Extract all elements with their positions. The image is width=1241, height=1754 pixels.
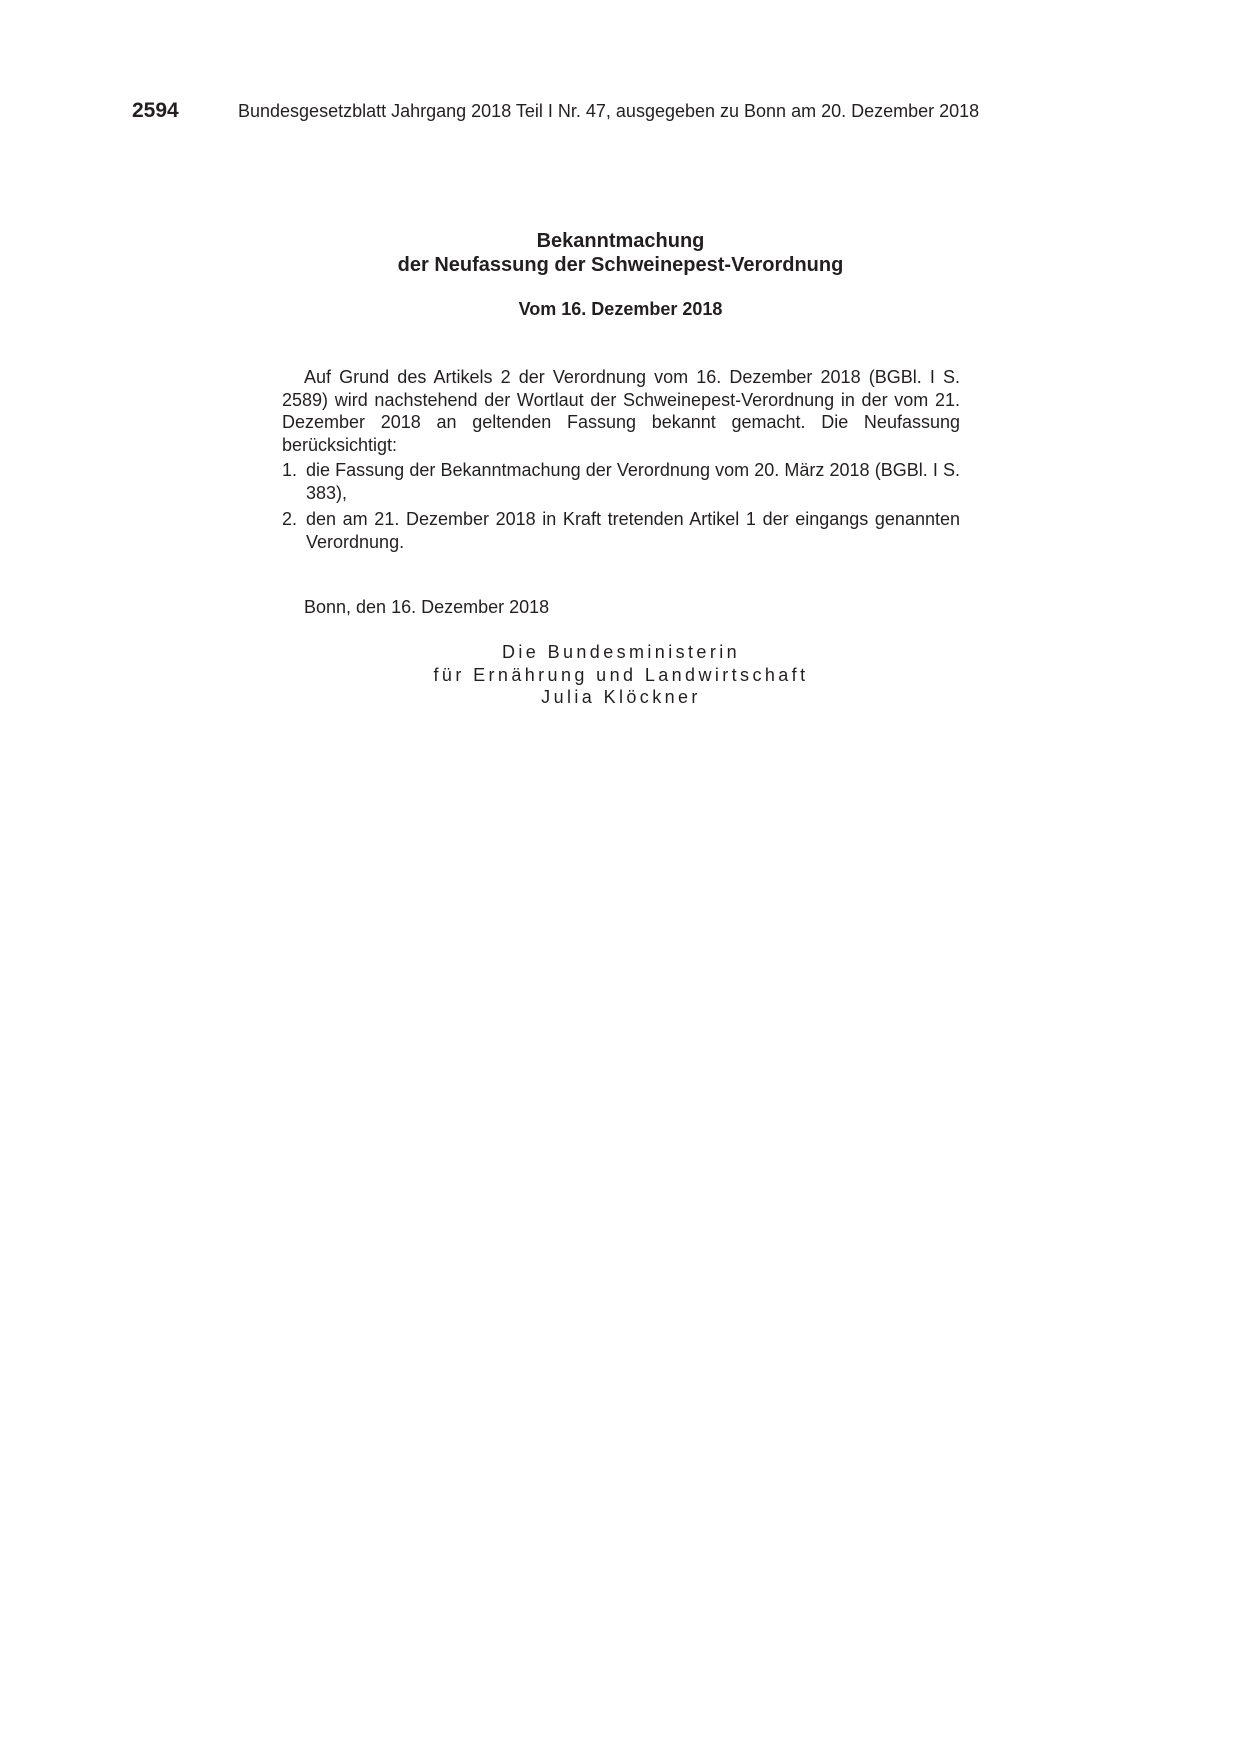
signatory-name: Julia Klöckner [541,687,701,707]
journal-line: Bundesgesetzblatt Jahrgang 2018 Teil I Nr. 47, ausgegeben zu Bonn am 20. Dezember 2018 [238,101,980,121]
intro-paragraph: Auf Grund des Artikels 2 der Verordnung vom 16. Dezember 2018 (BGBl. I S. 2589) wird nachstehend der Wortlaut der Schweinepest-Verordnung in der vom 21. Dezember 2018 an geltenden Fassung bekannt gemacht. Die Neufassung berücksichtigt: [282,367,960,455]
notice-heading [0,229,1241,277]
list-item [282,508,960,553]
place-date: Bonn, den 16. Dezember 2018 [304,597,550,617]
running-header [0,99,1241,127]
amendment-list [282,459,960,553]
page-number: 2594 [132,99,179,122]
signatory-title-line1: Die Bundesministerin [501,642,741,662]
list-item [282,459,960,504]
notice-body [282,366,960,557]
notice-title-line1: Bekanntmachung [536,230,705,252]
notice-date: Vom 16. Dezember 2018 [518,299,723,319]
list-item-text: die Fassung der Bekanntmachung der Verordnung vom 20. März 2018 (BGBl. I S. 383), [306,460,960,503]
list-item-number: 1. [282,460,298,480]
notice-title-line2: der Neufassung der Schweinepest-Verordnung [397,254,844,276]
signatory-title-line2: für Ernährung und Landwirtschaft [433,664,809,685]
list-item-number: 2. [282,509,298,529]
signature-block [282,641,960,709]
list-item-text: den am 21. Dezember 2018 in Kraft tretenden Artikel 1 der eingangs genannten Verordnung. [306,509,960,552]
